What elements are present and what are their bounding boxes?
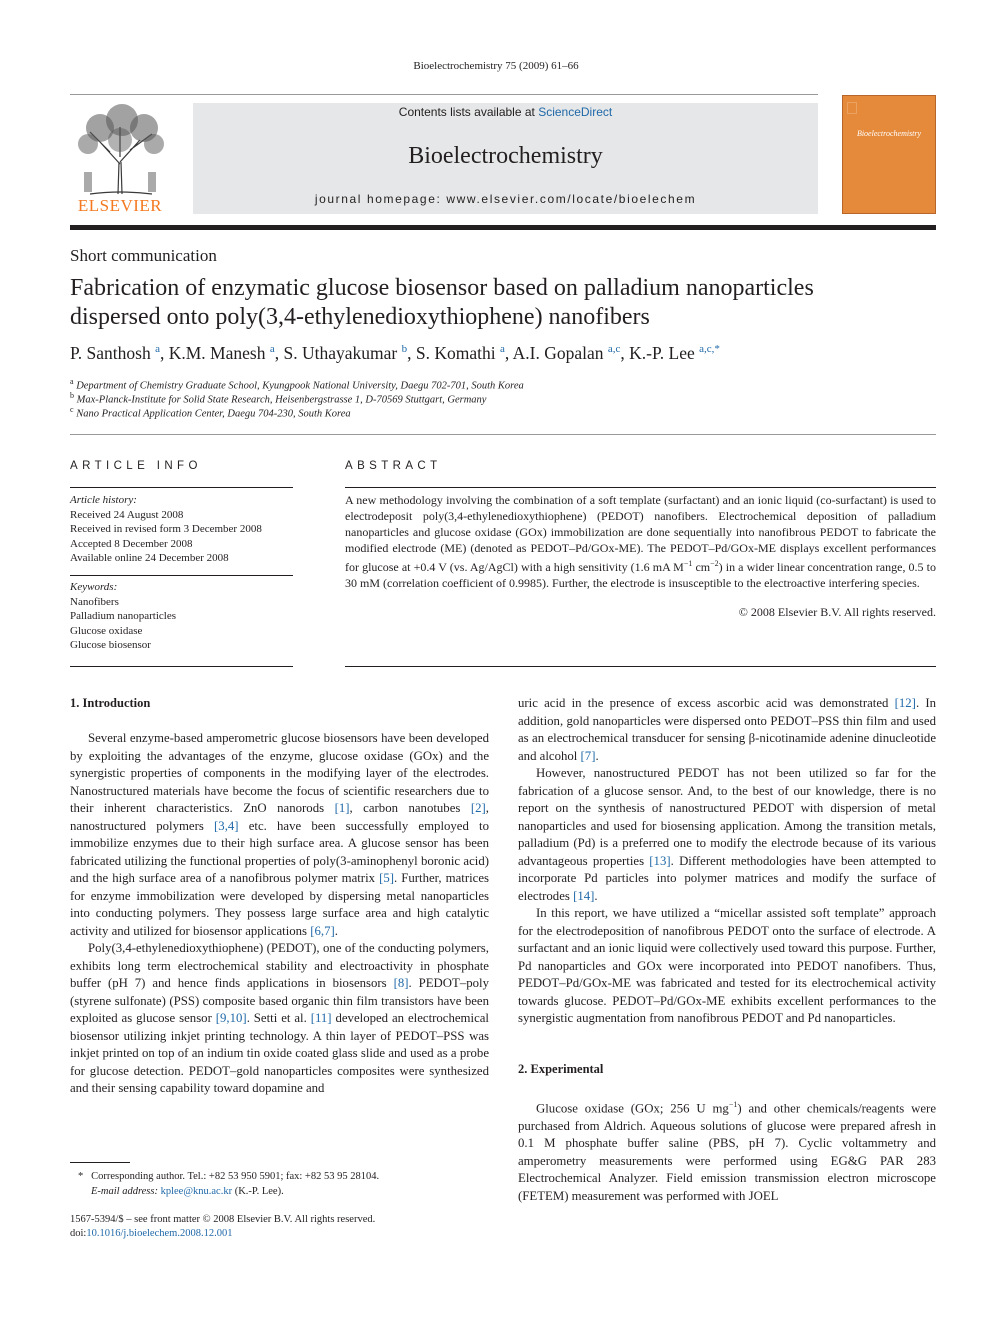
affiliation-a: $^a$ Department of Chemistry Graduate School, Kyungpook National University, Daegu 702-701, South Korea — [70, 377, 524, 392]
issn-line: 1567-5394/$ – see front matter © 2008 Elsevier B.V. All rights reserved. — [70, 1214, 376, 1225]
experimental-paragraph: Glucose oxidase (GOx; 256 U $mg^{-1}$) and other chemicals/reagents were purchased from Aldrich. Aqueous solutions of glucose were prepared afresh in 0.1 M phosphate buffer saline (PBS, pH 7). Cyclic voltammetry and amperometry measurements were performed using EG&G PAR 283 Electrochemical Analyzer. Field emission transmission electron microscope (FETEM) measurement was performed with JOEL — [518, 1100, 937, 1203]
body-text: , carbon nanotubes — [349, 801, 471, 815]
citation-link[interactable]: [1] — [334, 801, 350, 815]
journal-cover-thumbnail — [842, 95, 936, 214]
citation-link[interactable]: [12] — [894, 696, 916, 710]
citation-link[interactable]: [5] — [379, 871, 394, 885]
history-accepted: Accepted 8 December 2008 — [70, 537, 193, 550]
article-history — [70, 493, 300, 566]
abstract-bottom-rule — [345, 666, 936, 667]
doi-line: doi:10.1016/j.bioelechem.2008.12.001 — [70, 1228, 233, 1239]
citation-link[interactable]: [11] — [310, 1011, 332, 1025]
sciencedirect-link[interactable]: ScienceDirect — [538, 105, 613, 119]
body-text: . — [595, 748, 599, 763]
affiliation-b: $^b$ Max-Planck-Institute for Solid State Research, Heisenbergstrasse 1, D-70569 Stuttgart, Germany — [70, 391, 487, 406]
body-text: uric acid in the presence of excess ascorbic acid was demonstrated — [518, 696, 895, 710]
abstract-copyright: © 2008 Elsevier B.V. All rights reserved. — [738, 605, 936, 619]
history-label: Article history: — [70, 494, 137, 506]
contents-prefix: Contents lists available at — [398, 105, 539, 119]
history-revised: Received in revised form 3 December 2008 — [70, 523, 262, 535]
article-title — [70, 274, 936, 332]
header-rule — [70, 94, 818, 95]
keywords — [70, 580, 300, 653]
cover-logo-box — [847, 102, 857, 114]
article-type: Short communication — [70, 246, 217, 265]
author-name: S. Uthayakumar — [283, 343, 402, 363]
cover-title: Bioelectrochemistry — [856, 129, 922, 138]
author-list — [70, 343, 936, 364]
citation-link[interactable]: [6,7] — [310, 923, 335, 938]
footnote-rule — [70, 1162, 130, 1163]
body-text: . Different methodologies have been attempted to incorporate Pd particles into polymer matrices and modify the surface of electrodes — [518, 853, 936, 903]
affiliation-c: $^c$ Nano Practical Application Center, Daegu 704-230, South Korea — [70, 405, 351, 420]
body-text: In this report, we have utilized a “micellar assisted soft template” approach for the electrodeposition of nanofibrous PEDOT onto the surface of electrode. A surfactant and an ionic liquid were collectively used toward this purpose. Further, Pd nanoparticles and GOx were incorporated into PEDOT nanofibers. Thus, PEDOT–Pd/GOx-ME was fabricated and tested for its electrochemical activity towards glucose. PEDOT–Pd/GOx-ME exhibits excellent performances to the synergistic augmentation from nanofibrous PEDOT and Pd nanoparticles. — [518, 906, 936, 1025]
author-separator: , — [159, 343, 169, 363]
author-name: A.I. Gopalan — [512, 343, 608, 363]
intro-paragraph-2 — [70, 940, 489, 1098]
title-line-1: Fabrication of enzymatic glucose biosensor based on palladium nanoparticles — [70, 275, 814, 301]
body-text: . PEDOT–poly (styrene sulfonate) (PSS) composite based organic thin film transistors have been exploited as glucose sensor — [70, 976, 489, 1025]
body-text: etc. have been successfully employed to immobilize enzymes due to their high surface area. A glucose sensor has been fabricated utilizing the functional properties of poly(3-aminophenyl boronic acid) and the high surface area of a nanofibrous polymer matrix — [70, 818, 489, 885]
contents-availability — [193, 105, 818, 119]
abstract-text: A new methodology involving the combination of a soft template (surfactant) and an ionic liquid (co-surfactant) is used to electrodeposit poly(3,4-ethylenedioxythiophene) (PEDOT) nanofibers. Electrochemical deposition of palladium nanoparticles and glucose oxidase (GOx) immobilization are done sequentially into nanofibrous PEDOT to fabricate the modified electrode (ME) (denoted as PEDOT–Pd/GOx-ME). The PEDOT–Pd/GOx-ME displays excellent performances for glucose at +0.4 V (vs. Ag/AgCl) with a high sensitivity (1.6 mA $M^{-1}$ $cm^{-2}$) in a wider linear concentration range, 0.5 to 30 mM (correlation coefficient of 0.9985). Further, the electrode is insusceptible to the electroactive interfering species. — [345, 493, 936, 590]
keyword: Glucose oxidase — [70, 624, 143, 637]
right-column — [518, 695, 936, 1028]
author-name: S. Komathi — [415, 343, 500, 363]
journal-homepage[interactable]: journal homepage: www.elsevier.com/locate/bioelechem — [314, 192, 697, 206]
body-text: Poly(3,4-ethylenedioxythiophene) (PEDOT), one of the conducting polymers, exhibits long term electrochemical stability and electroactivity in phosphate buffer (pH 7) and hence finds applications in biosensors — [70, 941, 489, 990]
body-text: Several enzyme-based amperometric glucose biosensors have been developed by exploiting the advantages of the enzyme, glucose oxidase (GOx) and the synergistic properties of components in the modifying layer of the electrodes. Nanostructured materials have become the focus of scientific researchers due to their inherent characteristics. ZnO nanorods — [70, 731, 489, 815]
journal-banner — [193, 103, 818, 214]
email-link[interactable]: kplee@knu.ac.kr — [160, 1186, 233, 1197]
keywords-rule — [70, 575, 293, 576]
intro-paragraph-5 — [518, 905, 936, 1028]
article-info-bottom-rule — [70, 666, 293, 667]
body-text: . — [594, 888, 598, 903]
author-separator: , — [407, 343, 416, 363]
email-note: E-mail address: kplee@knu.ac.kr (K.-P. Lee). — [91, 1186, 284, 1197]
history-online: Available online 24 December 2008 — [70, 552, 229, 564]
author-affiliation-mark[interactable]: a,c,* — [699, 343, 720, 356]
citation-link[interactable]: [2] — [470, 801, 486, 815]
author-separator: , — [274, 343, 284, 363]
author-affiliation-mark[interactable]: a,c — [607, 343, 621, 356]
header-thick-rule — [70, 225, 936, 230]
keyword: Nanofibers — [70, 595, 119, 608]
author-name: K.-P. Lee — [629, 343, 700, 363]
author-separator: , — [504, 343, 513, 363]
section-heading-introduction: 1. Introduction — [70, 696, 151, 710]
intro-paragraph-4 — [518, 765, 936, 905]
citation-link[interactable]: [3,4] — [214, 818, 239, 833]
abstract-rule — [345, 487, 936, 488]
author-affiliation-mark[interactable]: a — [499, 343, 505, 356]
intro-paragraph-1 — [70, 730, 489, 940]
citation-link[interactable]: [8] — [393, 976, 409, 990]
body-text: . — [334, 923, 338, 938]
citation-link[interactable]: [9,10] — [215, 1011, 247, 1025]
keyword: Palladium nanoparticles — [70, 610, 176, 622]
body-text: . Setti et al. — [246, 1011, 311, 1025]
citation-link[interactable]: [13] — [649, 853, 671, 868]
body-text: However, nanostructured PEDOT has not been utilized so far for the fabrication of a glucose sensor. And, to the best of our knowledge, there is no report on the synthesis of nanostructured PEDOT with dispersion of metal nanoparticles and used for biosensing application. Among the transition metals, palladium (Pd) is a preferred one to modify the electrode because of its various advantageous properties — [518, 766, 936, 868]
affiliation-rule — [70, 434, 936, 435]
body-text: developed an electrochemical biosensor utilizing inkjet printing technology. A thin layer of PEDOT–PSS was inkjet printed on top of an indium tin oxide coated glass slide and used as a probe for glucose detection. PEDOT–gold nanoparticles composites were synthesized and their sensing capability toward dopamine and — [70, 1011, 489, 1095]
article-info-heading: ARTICLE INFO — [70, 460, 202, 472]
author-separator: , — [620, 343, 630, 363]
keyword: Glucose biosensor — [70, 639, 151, 651]
author-name: K.M. Manesh — [168, 343, 270, 363]
journal-citation: Bioelectrochemistry 75 (2009) 61–66 — [413, 60, 579, 72]
author-affiliation-mark[interactable]: a — [155, 343, 160, 356]
section-heading-experimental: 2. Experimental — [518, 1062, 604, 1076]
author-affiliation-mark[interactable]: a — [269, 343, 275, 356]
citation-link[interactable]: [14] — [573, 888, 595, 903]
body-text: . In addition, gold nanoparticles were dispersed onto PEDOT–PSS thin film and used as an electrochemical transducer for sensing β-nicotinamide adenine dinucleotide and alcohol — [518, 696, 936, 763]
doi-link[interactable]: 10.1016/j.bioelechem.2008.12.001 — [86, 1228, 233, 1239]
elsevier-wordmark: ELSEVIER — [77, 196, 163, 215]
corresponding-author-note: * Corresponding author. Tel.: +82 53 950 5901; fax: +82 53 95 28104. — [78, 1171, 380, 1182]
keywords-label: Keywords: — [70, 581, 118, 593]
body-text: , nanostructured polymers — [70, 801, 489, 833]
author-name: P. Santhosh — [70, 343, 156, 363]
history-received: Received 24 August 2008 — [70, 508, 184, 521]
left-column — [70, 730, 489, 1098]
author-affiliation-mark[interactable]: b — [401, 343, 408, 356]
intro-paragraph-3 — [518, 695, 936, 765]
title-line-2: dispersed onto poly(3,4-ethylenedioxythiophene) nanofibers — [70, 304, 650, 330]
citation-link[interactable]: [7] — [580, 748, 596, 763]
article-info-rule — [70, 487, 293, 488]
body-text: . Further, matrices for enzyme immobilization were developed by dispersing metal nanoparticles into conducting polymers. They possess large surface area and high catalytic activity and utilized for biosensor applications — [70, 871, 489, 938]
abstract-heading: ABSTRACT — [345, 460, 442, 472]
journal-title: Bioelectrochemistry — [408, 143, 603, 169]
